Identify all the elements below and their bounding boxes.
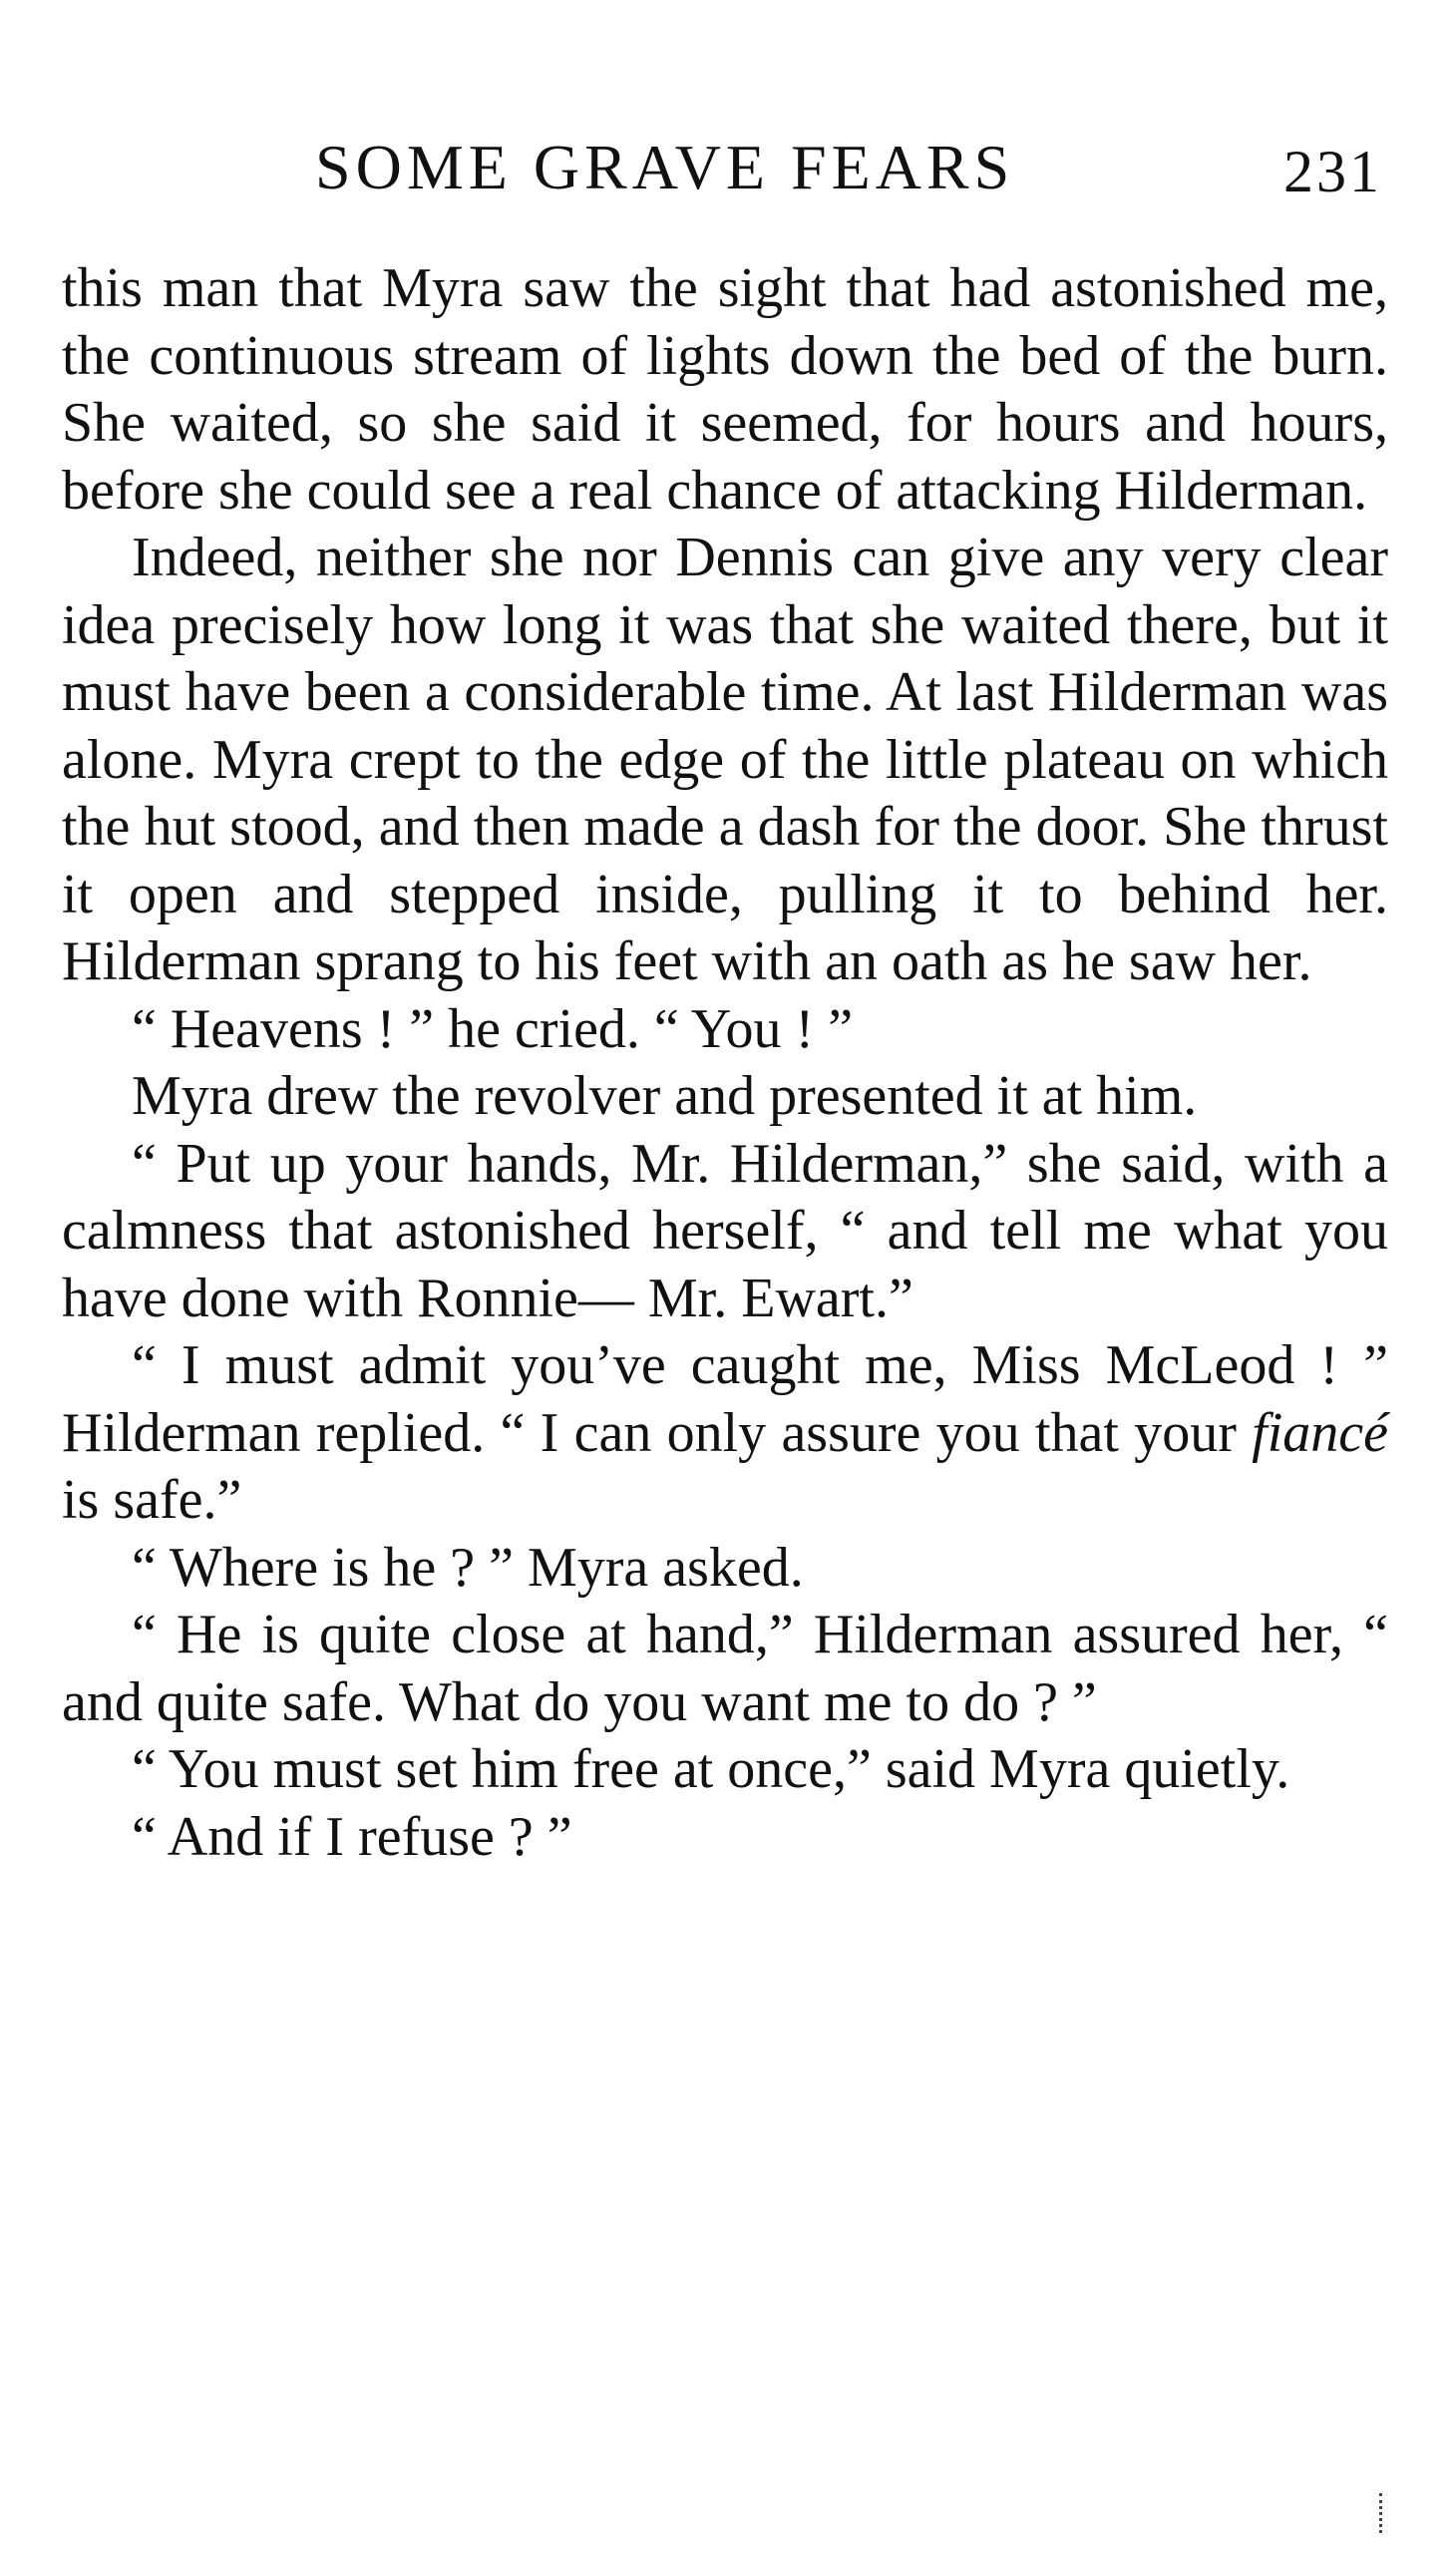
paragraph bbox=[62, 1063, 1388, 1131]
paragraph-text: “ He is quite close at hand,” Hilderman assured her, “ and quite safe. What do you want me to do ? ” bbox=[62, 1604, 1388, 1733]
paragraph-text: “ Where is he ? ” Myra asked. bbox=[132, 1536, 804, 1599]
paragraph bbox=[62, 996, 1388, 1064]
paragraph bbox=[62, 525, 1388, 996]
running-title: SOME GRAVE FEARS bbox=[315, 132, 1015, 202]
paragraph-text: Indeed, neither she nor Dennis can give any very clear idea precisely how long it was that she waited there, but it must have been a considerable time. At last Hilderman was alone. Myra crept to the edge of the little plateau on which the hut stood, and then made a dash for the door. She thrust it open and stepped inside, pulling it to behind her. Hilderman sprang to his feet with an oath as he saw her. bbox=[62, 527, 1388, 992]
page-number: 231 bbox=[1283, 139, 1382, 204]
paragraph bbox=[62, 1736, 1388, 1804]
body-text bbox=[62, 255, 1388, 1871]
paragraph bbox=[62, 1131, 1388, 1333]
paragraph bbox=[62, 1602, 1388, 1736]
paragraph-text: “ And if I refuse ? ” bbox=[132, 1805, 572, 1868]
paragraph-text: “ You must set him free at once,” said Myra quietly. bbox=[132, 1738, 1290, 1800]
running-header bbox=[62, 128, 1388, 207]
paragraph bbox=[62, 1804, 1388, 1872]
paragraph-text: “ Put up your hands, Mr. Hilderman,” she said, with a calmness that astonished herself, “ and tell me what you have done with Ronnie— Mr. Ewart.” bbox=[62, 1132, 1388, 1329]
paragraph-text: “ I must admit you’ve caught me, Miss McLeod ! ” Hilderman replied. “ I can only assure you that your bbox=[62, 1334, 1388, 1464]
paragraph bbox=[62, 1535, 1388, 1603]
paragraph-text: Myra drew the revolver and presented it at him. bbox=[132, 1065, 1198, 1127]
paragraph-text: is safe.” bbox=[62, 1469, 242, 1531]
italic-word: fiancé bbox=[1252, 1401, 1388, 1464]
paragraph-text: this man that Myra saw the sight that had astonished me, the continuous stream of lights down the bed of the burn. She waited, so she said it seemed, for hours and hours, before she could see a real chance of attacking Hilderman. bbox=[62, 257, 1388, 522]
paragraph bbox=[62, 1332, 1388, 1535]
book-page bbox=[62, 0, 1388, 2551]
paragraph-text: “ Heavens ! ” he cried. “ You ! ” bbox=[132, 997, 854, 1060]
paragraph bbox=[62, 255, 1388, 525]
page-edge-mark bbox=[1375, 2493, 1382, 2533]
